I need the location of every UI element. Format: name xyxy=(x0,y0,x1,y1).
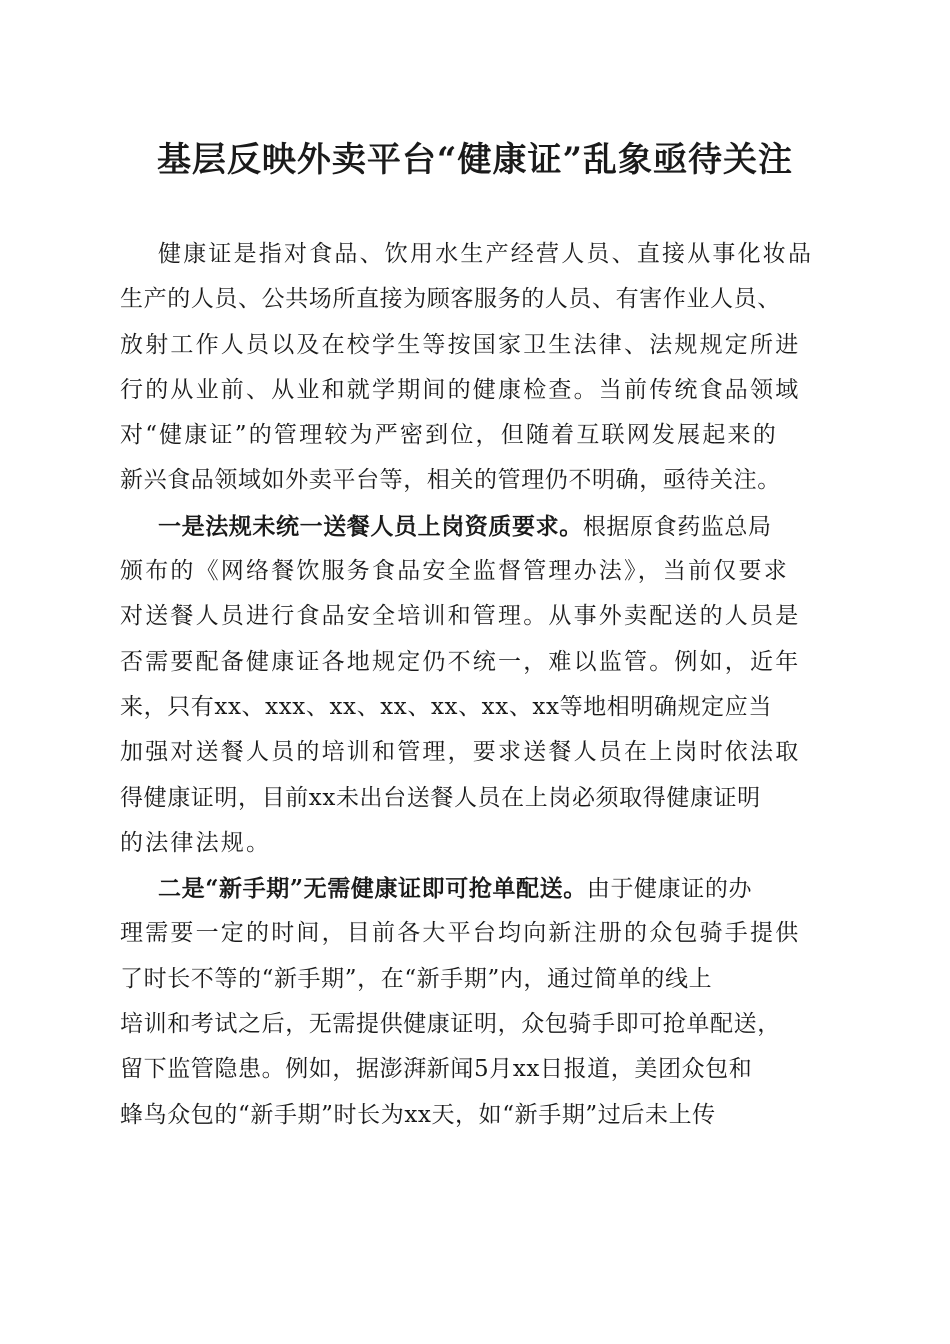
text-line: 了时长不等的“新手期”，在“新手期”内，通过简单的线上 xyxy=(120,965,713,992)
text-line: 培训和考试之后，无需提供健康证明，众包骑手即可抢单配送， xyxy=(120,1011,781,1038)
text-line: 对“健康证”的管理较为严密到位，但随着互联网发展起来的 xyxy=(120,422,778,449)
text-line xyxy=(120,866,832,911)
text-line: 健康证是指对食品、饮用水生产经营人员、直接从事化妆品 xyxy=(158,241,814,267)
text-line: 新兴食品领域如外卖平台等，相关的管理仍不明确，亟待关注。 xyxy=(120,467,781,494)
paragraph-lead: 一是法规未统一送餐人员上岗资质要求。 xyxy=(158,512,583,540)
page-title: 基层反映外卖平台“健康证”乱象亟待关注 xyxy=(156,140,794,180)
text-span: 由于健康证的办 xyxy=(586,876,753,903)
text-line: 对送餐人员进行食品安全培训和管理。从事外卖配送的人员是 xyxy=(120,603,801,630)
text-line: 得健康证明，目前xx未出台送餐人员在上岗必须取得健康证明 xyxy=(120,784,761,811)
paragraph-newbie-period xyxy=(120,866,832,1138)
text-line: 留下监管隐患。例如，据澎湃新闻5月xx日报道，美团众包和 xyxy=(120,1056,753,1083)
text-line: 理需要一定的时间，目前各大平台均向新注册的众包骑手提供 xyxy=(120,920,801,947)
text-line: 放射工作人员以及在校学生等按国家卫生法律、法规规定所进 xyxy=(120,331,801,358)
paragraph-regulation xyxy=(120,504,832,866)
text-line: 的法律法规。 xyxy=(120,829,272,856)
text-line: 否需要配备健康证各地规定仍不统一，难以监管。例如，近年 xyxy=(120,648,801,675)
document-body xyxy=(120,232,832,1138)
text-line: 颁布的《网络餐饮服务食品安全监督管理办法》，当前仅要求 xyxy=(120,558,789,585)
paragraph-intro xyxy=(120,232,832,504)
text-line xyxy=(120,504,832,549)
text-line: 加强对送餐人员的培训和管理，要求送餐人员在上岗时依法取 xyxy=(120,739,801,766)
text-line: 行的从业前、从业和就学期间的健康检查。当前传统食品领域 xyxy=(120,376,801,403)
text-span: 根据原食药监总局 xyxy=(582,513,772,540)
text-line: 生产的人员、公共场所直接为顾客服务的人员、有害作业人员、 xyxy=(120,286,781,313)
paragraph-lead: 二是“新手期”无需健康证即可抢单配送。 xyxy=(158,875,587,903)
text-line: 来，只有xx、xxx、xx、xx、xx、xx、xx等地相明确规定应当 xyxy=(120,693,772,720)
text-line: 蜂鸟众包的“新手期”时长为xx天，如“新手期”过后未上传 xyxy=(120,1101,716,1128)
